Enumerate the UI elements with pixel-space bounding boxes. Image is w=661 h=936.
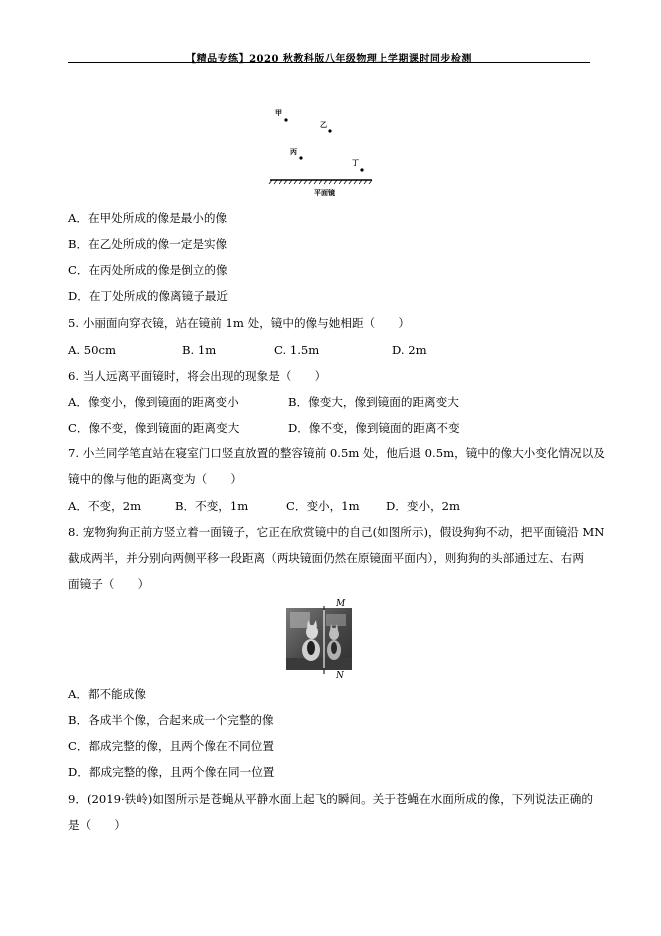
q8-option-a: A．都不能成像 <box>68 687 146 701</box>
point-label-bing: 丙 <box>290 148 297 156</box>
plane-mirror-figure <box>266 106 376 202</box>
q9-stem-line1: 9．(2019·铁岭)如图所示是苍蝇从平静水面上起飞的瞬间。关于苍蝇在水面所成的像，下列说法正确的 <box>68 792 593 806</box>
q7-option-d: D．变小，2m <box>386 499 461 513</box>
q5-option-c: C. 1.5m <box>274 343 320 357</box>
q8-option-d: D．都成完整的像，且两个像在同一位置 <box>68 765 275 779</box>
q5-option-a: A. 50cm <box>68 343 116 357</box>
q4-option-a: A．在甲处所成的像是最小的像 <box>68 211 228 225</box>
q5-option-d: D. 2m <box>392 343 427 357</box>
q6-option-a: A．像变小，像到镜面的距离变小 <box>68 395 239 409</box>
mirror-caption: 平面镜 <box>314 189 335 197</box>
label-n: N <box>336 671 344 680</box>
point-label-jia: 甲 <box>275 109 282 117</box>
q7-stem-line2: 镜中的像与他的距离变为（ ） <box>68 472 242 486</box>
q9-stem-line2: 是（ ） <box>68 818 126 832</box>
point-label-yi: 乙 <box>320 121 327 129</box>
label-m: M <box>336 599 346 609</box>
q7-stem-line1: 7. 小兰同学笔直站在寝室门口竖直放置的整容镜前 0.5m 处，他后退 0.5m，镜中的像大小变化情况以及 <box>68 446 605 460</box>
q4-option-d: D．在丁处所成的像离镜子最近 <box>68 289 229 303</box>
point-bing <box>299 156 302 159</box>
q7-option-c: C．变小，1m <box>286 499 360 513</box>
q6-option-d: D．像不变，像到镜面的距离不变 <box>288 421 460 435</box>
q6-option-b: B．像变大，像到镜面的距离变大 <box>288 395 459 409</box>
q5-stem: 5. 小丽面向穿衣镜，站在镜前 1m 处，镜中的像与她相距（ ） <box>68 316 410 330</box>
point-ding <box>360 168 363 171</box>
q8-stem-line1: 8. 宠物狗狗正前方竖立着一面镜子，它正在欣赏镜中的自己(如图所示)，假设狗狗不动，把平面镜沿 MN <box>68 525 605 539</box>
q8-option-b: B．各成半个像，合起来成一个完整的像 <box>68 713 274 727</box>
q4-option-c: C．在丙处所成的像是倒立的像 <box>68 263 228 277</box>
q5-option-b: B. 1m <box>182 343 217 357</box>
q6-option-c: C．像不变，像到镜面的距离变大 <box>68 421 240 435</box>
point-jia <box>284 118 287 121</box>
dog-mirror-photo <box>286 598 352 680</box>
page-header: 【精品专练】2020 秋教科版八年级物理上学期课时同步检测 <box>186 54 472 65</box>
q8-stem-line3: 面镜子（ ） <box>68 577 150 591</box>
q8-stem-line2: 截成两半，并分别向两侧平移一段距离（两块镜面仍然在原镜面平面内），则狗狗的头部通过左、右两 <box>68 551 584 565</box>
q8-option-c: C．都成完整的像，且两个像在不同位置 <box>68 739 274 753</box>
q7-option-a: A．不变，2m <box>68 499 142 513</box>
header-rule <box>68 62 590 63</box>
q7-option-b: B．不变，1m <box>175 499 249 513</box>
point-label-ding: 丁 <box>352 159 359 167</box>
point-yi <box>328 129 331 132</box>
q6-stem: 6. 当人远离平面镜时，将会出现的现象是（ ） <box>68 369 327 383</box>
q4-option-b: B．在乙处所成的像一定是实像 <box>68 237 228 251</box>
